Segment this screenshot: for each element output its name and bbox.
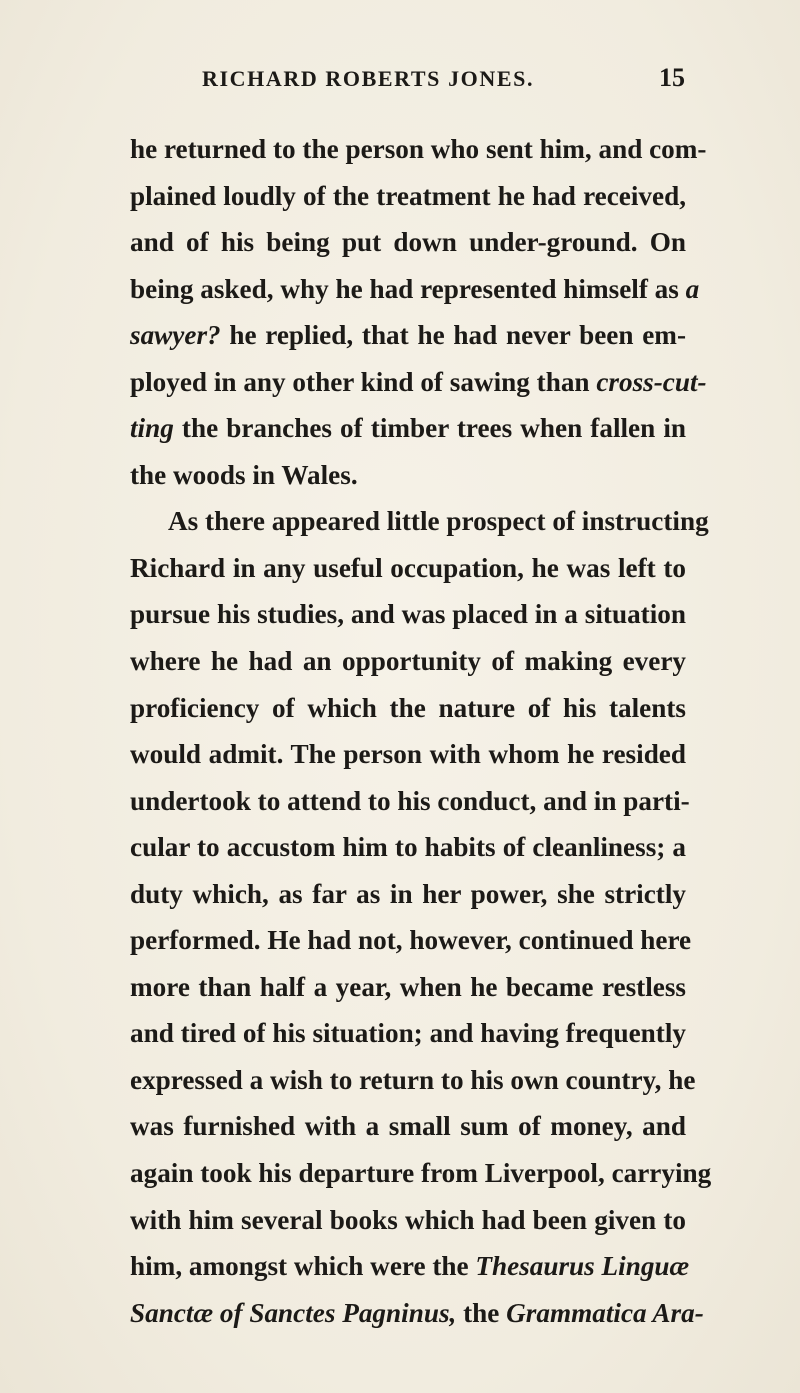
- text-line: with him several books which had been given to: [130, 1204, 686, 1235]
- text-line: again took his departure from Liverpool, carrying: [130, 1158, 712, 1189]
- body-text: [130, 126, 712, 1336]
- text-line: him, amongst which were the Thesaurus Linguæ: [130, 1251, 690, 1282]
- text-line: ployed in any other kind of sawing than cross-cut-: [130, 366, 707, 397]
- text-line: would admit. The person with whom he resided: [130, 739, 686, 770]
- text-line: and of his being put down under-ground. On: [130, 227, 686, 258]
- text-line: performed. He had not, however, continued here: [130, 925, 692, 956]
- text-line: pursue his studies, and was placed in a situation: [130, 599, 686, 630]
- text-line: duty which, as far as in her power, she strictly: [130, 878, 686, 909]
- text-line: where he had an opportunity of making every: [130, 646, 686, 677]
- text-line: the woods in Wales.: [130, 459, 358, 490]
- text-line: he returned to the person who sent him, and com-: [130, 134, 707, 164]
- text-line: and tired of his situation; and having frequently: [130, 1018, 686, 1049]
- italic-text: ting: [130, 413, 174, 444]
- text-line: more than half a year, when he became restless: [130, 971, 686, 1002]
- italic-text: Sanctæ of Sanctes Pagninus,: [130, 1297, 457, 1328]
- italic-text: a: [685, 273, 700, 304]
- text-line: Richard in any useful occupation, he was left to: [130, 552, 686, 583]
- text-line: plained loudly of the treatment he had received,: [130, 180, 686, 211]
- page-number: 15: [659, 63, 685, 92]
- italic-text: cross-cut-: [596, 366, 707, 397]
- italic-text: Thesaurus Linguæ: [475, 1251, 690, 1282]
- text-line: cular to accustom him to habits of cleanliness; a: [130, 832, 686, 863]
- text-line: proficiency of which the nature of his talents: [130, 692, 686, 723]
- text-line: undertook to attend to his conduct, and in parti-: [130, 785, 690, 816]
- italic-text: sawyer?: [130, 320, 221, 351]
- text-line: was furnished with a small sum of money, and: [130, 1111, 686, 1142]
- italic-text: Grammatica Ara-: [506, 1297, 704, 1328]
- text-line: ting the branches of timber trees when fallen in: [130, 413, 686, 444]
- text-line: expressed a wish to return to his own country, he: [130, 1064, 696, 1095]
- paragraph-start-line: As there appeared little prospect of instructing: [168, 506, 709, 537]
- text-line: Sanctæ of Sanctes Pagninus, the Grammatica Ara-: [130, 1297, 704, 1328]
- running-title: RICHARD ROBERTS JONES.: [202, 66, 535, 91]
- running-header: [130, 63, 685, 106]
- text-line: being asked, why he had represented himself as a: [130, 273, 700, 304]
- text-line: sawyer? he replied, that he had never been em-: [130, 320, 686, 351]
